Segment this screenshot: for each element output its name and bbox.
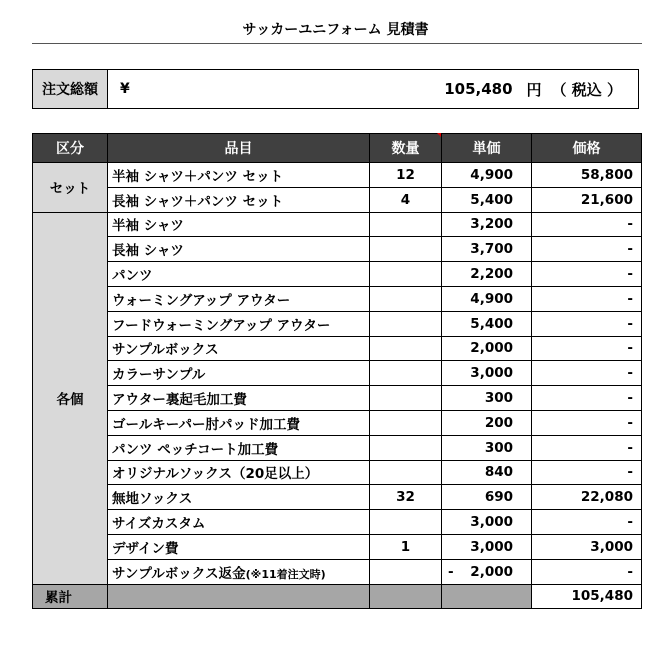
unit-price: 5,400: [470, 315, 513, 332]
title-divider: [32, 43, 642, 44]
item-name: アウター裏起毛加工費: [112, 392, 247, 409]
qty-cell[interactable]: [370, 361, 442, 386]
qty-cell[interactable]: [370, 460, 442, 485]
page-title: サッカーユニフォーム 見積書: [242, 22, 429, 38]
price-cell: 58,800: [532, 163, 642, 188]
price-cell: -: [532, 410, 642, 435]
unit-price-cell: [442, 534, 532, 559]
item-name: 半袖 シャツ: [112, 218, 184, 235]
order-total-unit: 円: [526, 80, 542, 99]
unit-price-cell: [442, 286, 532, 311]
unit-price: 690: [484, 489, 513, 506]
item-name: 半袖 シャツ＋パンツ セット: [112, 168, 284, 185]
unit-price-cell: [442, 510, 532, 535]
total-empty-qty: [370, 584, 442, 609]
unit-price: 200: [484, 414, 513, 431]
header-unit-price: 単価: [442, 134, 532, 163]
price-cell: -: [532, 311, 642, 336]
order-total-label: 注文総額: [33, 70, 108, 108]
unit-price: 2,000: [470, 563, 513, 580]
tax-included-note: （ 税込 ）: [551, 80, 622, 99]
qty-cell[interactable]: [370, 559, 442, 584]
header-qty: 数量: [370, 134, 442, 163]
item-name-cell: [108, 510, 370, 535]
item-note: (※11着注文時): [245, 567, 326, 581]
price-cell: -: [532, 336, 642, 361]
currency-symbol: ¥: [120, 81, 130, 97]
qty-cell[interactable]: [370, 336, 442, 361]
item-name-cell: [108, 311, 370, 336]
table-row: [33, 212, 642, 237]
unit-price-cell: [442, 212, 532, 237]
unit-price-cell: [442, 311, 532, 336]
unit-price: 3,000: [470, 514, 513, 531]
table-row: [33, 361, 642, 386]
item-name: ゴールキーパー肘パッド加工費: [112, 416, 301, 433]
price-cell: -: [532, 262, 642, 287]
header-item: 品目: [108, 134, 370, 163]
unit-price: 300: [484, 390, 513, 407]
price-cell: 22,080: [532, 485, 642, 510]
item-name-cell: [108, 262, 370, 287]
qty-cell[interactable]: [370, 237, 442, 262]
unit-price: 2,200: [470, 266, 513, 283]
item-name: パンツ: [112, 268, 153, 285]
item-name: 長袖 シャツ＋パンツ セット: [112, 193, 284, 210]
item-name: 無地ソックス: [112, 491, 193, 508]
item-name-cell: [108, 336, 370, 361]
total-row: [33, 584, 642, 609]
unit-price: 3,200: [470, 216, 513, 233]
qty-cell[interactable]: 4: [370, 187, 442, 212]
item-name: サンプルボックス: [112, 342, 219, 359]
unit-price: 3,700: [470, 241, 513, 258]
unit-price: 300: [484, 439, 513, 456]
item-name: フードウォーミングアップ アウター: [112, 317, 331, 334]
price-cell: -: [532, 212, 642, 237]
item-name-cell: [108, 386, 370, 411]
qty-cell[interactable]: [370, 286, 442, 311]
total-empty-item: [108, 584, 370, 609]
price-cell: -: [532, 286, 642, 311]
unit-price: 4,900: [470, 166, 513, 183]
item-name-cell: [108, 361, 370, 386]
item-name: サイズカスタム: [112, 516, 206, 533]
table-body: [33, 163, 642, 585]
category-each: 各個: [33, 212, 108, 584]
qty-cell[interactable]: 12: [370, 163, 442, 188]
table-row: [33, 262, 642, 287]
unit-price-cell: [442, 410, 532, 435]
price-cell: -: [532, 559, 642, 584]
unit-price-cell: [442, 336, 532, 361]
table-row: [33, 559, 642, 584]
unit-price: 4,900: [470, 290, 513, 307]
unit-price-cell: [442, 485, 532, 510]
item-name-cell: [108, 485, 370, 510]
table-row: [33, 485, 642, 510]
price-cell: -: [532, 386, 642, 411]
order-total-amount: 105,480: [444, 80, 513, 98]
order-total-box: [32, 69, 639, 109]
table-row: [33, 286, 642, 311]
table-row: [33, 163, 642, 188]
item-name: 長袖 シャツ: [112, 243, 184, 260]
item-name: カラーサンプル: [112, 367, 206, 384]
item-name: デザイン費: [112, 540, 179, 557]
unit-price-cell: [442, 559, 532, 584]
item-name: サンプルボックス返金: [112, 565, 246, 582]
item-name-cell: [108, 163, 370, 188]
qty-cell[interactable]: [370, 262, 442, 287]
price-cell: 3,000: [532, 534, 642, 559]
estimate-table: [32, 133, 642, 609]
price-cell: -: [532, 361, 642, 386]
price-cell: -: [532, 237, 642, 262]
total-amount: 105,480: [532, 584, 642, 609]
table-row: [33, 510, 642, 535]
item-name-cell: [108, 212, 370, 237]
item-name-cell: [108, 460, 370, 485]
unit-price-cell: [442, 237, 532, 262]
unit-price-cell: [442, 460, 532, 485]
qty-cell[interactable]: 1: [370, 534, 442, 559]
order-total-amount-group: [150, 70, 638, 108]
unit-price-cell: [442, 361, 532, 386]
unit-price-sign: -: [448, 563, 454, 580]
qty-cell[interactable]: [370, 386, 442, 411]
table-row: [33, 311, 642, 336]
unit-price-cell: [442, 163, 532, 188]
table-row: [33, 336, 642, 361]
header-category: 区分: [33, 134, 108, 163]
table-row: [33, 386, 642, 411]
table-header-row: [33, 134, 642, 163]
unit-price-cell: [442, 187, 532, 212]
price-cell: 21,600: [532, 187, 642, 212]
table-row: [33, 410, 642, 435]
total-label: 累計: [33, 584, 108, 609]
unit-price: 3,000: [470, 365, 513, 382]
item-name-cell: [108, 187, 370, 212]
item-name-cell: [108, 435, 370, 460]
item-name-cell: [108, 534, 370, 559]
item-name-cell: [108, 237, 370, 262]
table-row: [33, 435, 642, 460]
unit-price-cell: [442, 435, 532, 460]
item-name: オリジナルソックス（20足以上）: [112, 466, 319, 483]
category-set: セット: [33, 163, 108, 213]
table-row: [33, 460, 642, 485]
unit-price: 3,000: [470, 538, 513, 555]
qty-cell[interactable]: [370, 435, 442, 460]
unit-price: 840: [484, 464, 513, 481]
qty-cell[interactable]: [370, 311, 442, 336]
item-name-cell: [108, 559, 370, 584]
price-cell: -: [532, 460, 642, 485]
total-empty-unit: [442, 584, 532, 609]
qty-cell[interactable]: 32: [370, 485, 442, 510]
qty-cell[interactable]: [370, 410, 442, 435]
qty-cell[interactable]: [370, 212, 442, 237]
table-row: [33, 534, 642, 559]
price-cell: -: [532, 510, 642, 535]
item-name-cell: [108, 410, 370, 435]
item-name: パンツ ペッチコート加工費: [112, 441, 279, 458]
header-price: 価格: [532, 134, 642, 163]
item-name-cell: [108, 286, 370, 311]
unit-price-cell: [442, 262, 532, 287]
table-row: [33, 237, 642, 262]
unit-price: 2,000: [470, 340, 513, 357]
price-cell: -: [532, 435, 642, 460]
qty-cell[interactable]: [370, 510, 442, 535]
comment-indicator: [437, 133, 441, 137]
unit-price-cell: [442, 386, 532, 411]
item-name: ウォーミングアップ アウター: [112, 292, 291, 309]
unit-price: 5,400: [470, 191, 513, 208]
table-row: [33, 187, 642, 212]
